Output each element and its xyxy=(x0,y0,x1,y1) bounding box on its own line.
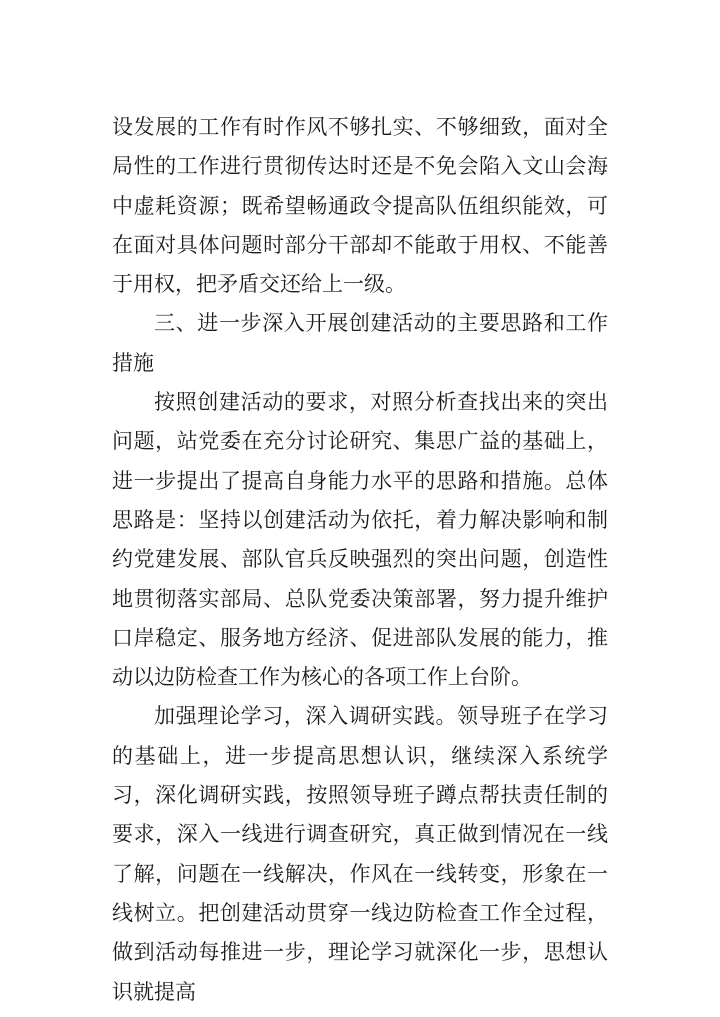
paragraph-overall-approach: 按照创建活动的要求，对照分析查找出来的突出问题，站党委在充分讨论研究、集思广益的基础上，进一步提出了提高自身能力水平的思路和措施。总体思路是：坚持以创建活动为依托，着力解决影响和制约党建发展、部队官兵反映强烈的突出问题，创造性地贯彻落实部局、总队党委决策部署，努力提升维护口岸稳定、服务地方经济、促进部队发展的能力，推动以边防检查工作为核心的各项工作上台阶。 xyxy=(112,390,608,690)
document-body xyxy=(112,108,608,1012)
section-heading: 三、进一步深入开展创建活动的主要思路和工作措施 xyxy=(112,311,608,375)
paragraph-continued: 设发展的工作有时作风不够扎实、不够细致，面对全局性的工作进行贯彻传达时还是不免会陷入文山会海中虚耗资源；既希望畅通政令提高队伍组织能效，可在面对具体问题时部分干部却不能敢于用权、不能善于用权，把矛盾交还给上一级。 xyxy=(112,115,608,297)
paragraph-theory-study: 加强理论学习，深入调研实践。领导班子在学习的基础上，进一步提高思想认识，继续深入系统学习，深化调研实践，按照领导班子蹲点帮扶责任制的要求，深入一线进行调查研究，真正做到情况在一线了解，问题在一线解决，作风在一线转变，形象在一线树立。把创建活动贯穿一线边防检查工作全过程，做到活动每推进一步，理论学习就深化一步，思想认识就提高 xyxy=(112,704,608,1004)
